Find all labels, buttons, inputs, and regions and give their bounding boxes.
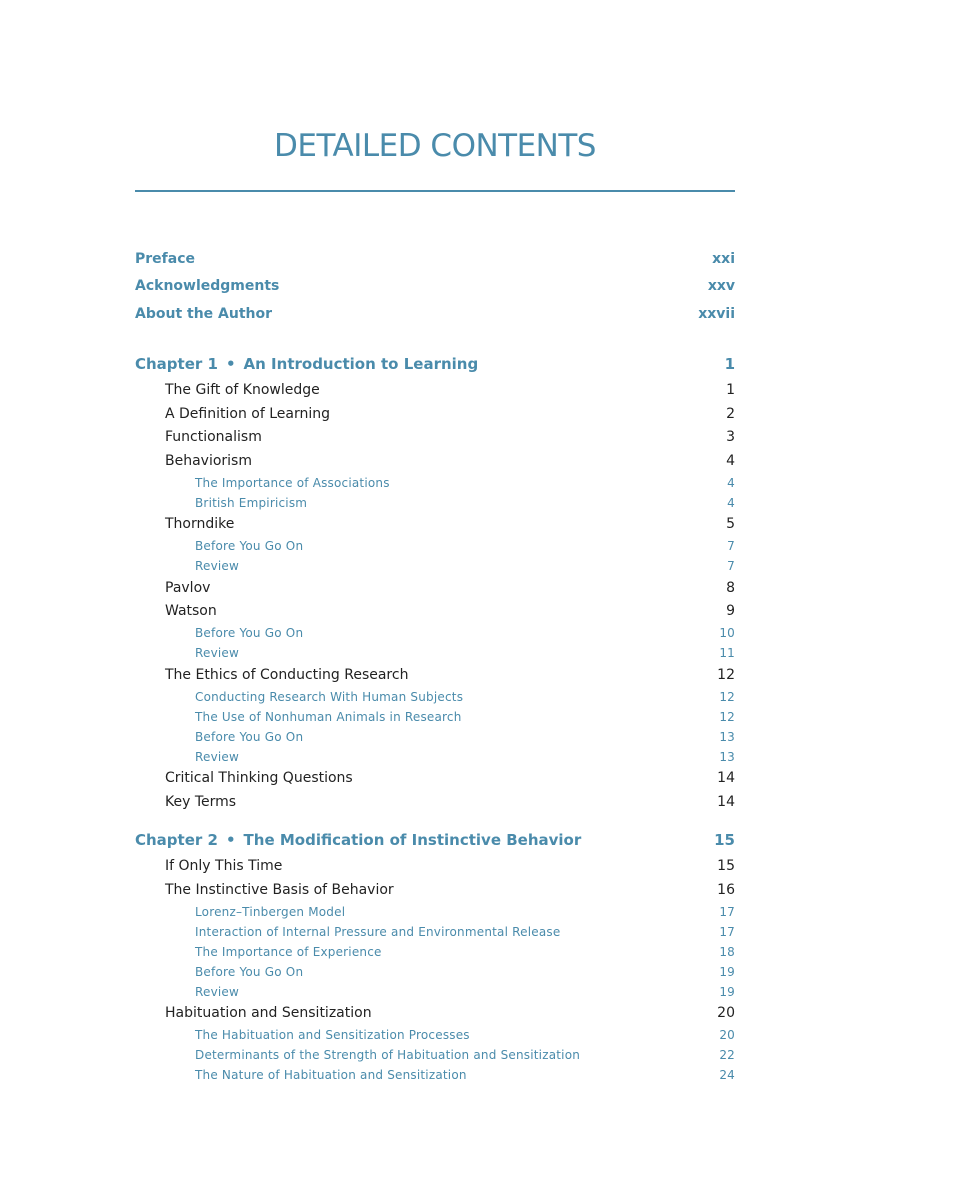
toc-entry-label: Habituation and Sensitization [165,1005,372,1022]
toc-entry-label: The Importance of Experience [195,944,382,959]
toc-section-entry[interactable] [135,379,735,403]
toc-subsection-entry[interactable] [135,747,735,767]
toc-entry-label: Key Terms [165,793,237,810]
chapter-title: The Modification of Instinctive Behavior [243,831,582,849]
toc-chapter-heading[interactable] [135,826,735,855]
toc-front-matter-entry[interactable] [135,300,735,328]
toc-entry-label: Critical Thinking Questions [165,770,353,787]
toc-entry-page: 14 [717,793,735,810]
toc-entry-page: 12 [719,709,735,724]
toc-section-entry[interactable] [135,855,735,879]
toc-entry-page: 18 [719,944,735,959]
toc-subsection-entry[interactable] [135,902,735,922]
toc-subsection-entry[interactable] [135,643,735,663]
toc-section-entry[interactable] [135,402,735,426]
table-of-contents [135,245,735,1085]
toc-subsection-entry[interactable] [135,687,735,707]
chapter-bullet: • [225,355,236,373]
toc-front-matter-entry[interactable] [135,273,735,301]
toc-entry-label: The Gift of Knowledge [165,382,320,399]
toc-entry-page: 20 [719,1028,735,1042]
spacer [135,814,735,826]
toc-entry-page: 22 [719,1048,735,1062]
chapter-title: An Introduction to Learning [243,355,479,373]
toc-entry-page: 2 [726,405,735,422]
toc-section-entry[interactable] [135,449,735,473]
toc-entry-page: 7 [727,539,735,553]
toc-entry-label: Thorndike [165,516,235,533]
toc-entry-label: Functionalism [165,429,262,446]
toc-entry-page: 4 [727,495,735,510]
toc-entry-label: The Importance of Associations [195,475,390,490]
toc-entry-page: 14 [717,770,735,787]
toc-entry-label: Lorenz–Tinbergen Model [195,904,346,919]
toc-entry-page: 12 [719,689,735,704]
toc-entry-label: Pavlov [165,579,211,596]
toc-entry-label: Determinants of the Strength of Habituation and Sensitization [195,1048,581,1062]
toc-entry-label: Watson [165,603,217,620]
toc-section-entry[interactable] [135,790,735,814]
toc-chapter-label [135,355,478,373]
toc-chapter-heading[interactable] [135,350,735,379]
toc-entry-label: Acknowledgments [135,278,280,295]
toc-section-entry[interactable] [135,576,735,600]
spacer [135,328,735,350]
toc-entry-label: Review [195,984,240,999]
toc-entry-page: 19 [719,964,735,979]
toc-front-matter-entry[interactable] [135,245,735,273]
toc-entry-page: xxv [707,278,735,295]
toc-chapter-label [135,831,581,849]
title-rule [135,190,735,192]
toc-entry-label: If Only This Time [165,858,283,875]
toc-section-entry[interactable] [135,767,735,791]
toc-entry-label: Conducting Research With Human Subjects [195,689,464,704]
toc-entry-page: 12 [717,666,735,683]
toc-entry-label: Review [195,646,240,660]
toc-entry-page: xxi [712,250,735,267]
toc-entry-label: Behaviorism [165,452,252,469]
toc-entry-page: 3 [726,429,735,446]
toc-entry-label: British Empiricism [195,495,308,510]
toc-entry-page: 4 [726,452,735,469]
toc-entry-label: Before You Go On [195,539,304,553]
toc-subsection-entry[interactable] [135,1065,735,1085]
toc-chapter-page: 1 [724,355,735,373]
toc-section-entry[interactable] [135,663,735,687]
toc-subsection-entry[interactable] [135,473,735,493]
toc-entry-page: 16 [717,881,735,898]
toc-subsection-entry[interactable] [135,922,735,942]
toc-chapter-page: 15 [714,831,735,849]
toc-subsection-entry[interactable] [135,1025,735,1045]
toc-subsection-entry[interactable] [135,536,735,556]
toc-section-entry[interactable] [135,426,735,450]
toc-entry-label: The Use of Nonhuman Animals in Research [195,709,462,724]
toc-entry-label: The Nature of Habituation and Sensitization [195,1068,467,1082]
toc-subsection-entry[interactable] [135,1045,735,1065]
toc-entry-page: 7 [727,559,735,573]
toc-entry-label: A Definition of Learning [165,405,330,422]
toc-entry-page: 13 [719,749,735,764]
toc-subsection-entry[interactable] [135,493,735,513]
toc-entry-page: 20 [717,1005,735,1022]
toc-entry-label: Before You Go On [195,964,304,979]
toc-subsection-entry[interactable] [135,727,735,747]
toc-entry-label: About the Author [135,305,273,322]
toc-entry-page: 8 [726,579,735,596]
toc-entry-label: Before You Go On [195,729,304,744]
toc-section-entry[interactable] [135,878,735,902]
toc-entry-page: 24 [719,1068,735,1082]
toc-entry-page: 19 [719,984,735,999]
chapter-bullet: • [225,831,236,849]
toc-subsection-entry[interactable] [135,942,735,962]
toc-entry-page: 5 [726,516,735,533]
toc-entry-label: The Instinctive Basis of Behavior [165,881,394,898]
toc-section-entry[interactable] [135,513,735,537]
toc-section-entry[interactable] [135,600,735,624]
toc-entry-page: 13 [719,729,735,744]
toc-section-entry[interactable] [135,1002,735,1026]
toc-entry-label: The Ethics of Conducting Research [165,666,409,683]
toc-subsection-entry[interactable] [135,623,735,643]
toc-subsection-entry[interactable] [135,982,735,1002]
chapter-number: Chapter 2 [135,831,218,849]
page-title: DETAILED CONTENTS [274,128,596,164]
toc-entry-page: 4 [727,475,735,490]
toc-subsection-entry[interactable] [135,707,735,727]
toc-entry-page: 10 [719,626,735,640]
toc-subsection-entry[interactable] [135,962,735,982]
toc-entry-label: Review [195,559,240,573]
toc-entry-page: 17 [719,924,735,939]
toc-entry-page: 11 [719,646,735,660]
toc-entry-label: Before You Go On [195,626,304,640]
toc-entry-label: The Habituation and Sensitization Processes [195,1028,470,1042]
toc-entry-page: 1 [726,382,735,399]
toc-entry-page: xxvii [698,305,735,322]
toc-entry-page: 9 [726,603,735,620]
toc-entry-page: 17 [719,904,735,919]
toc-entry-label: Review [195,749,240,764]
chapter-number: Chapter 1 [135,355,218,373]
toc-entry-label: Interaction of Internal Pressure and Environmental Release [195,924,561,939]
toc-subsection-entry[interactable] [135,556,735,576]
toc-entry-label: Preface [135,250,195,267]
toc-entry-page: 15 [717,858,735,875]
